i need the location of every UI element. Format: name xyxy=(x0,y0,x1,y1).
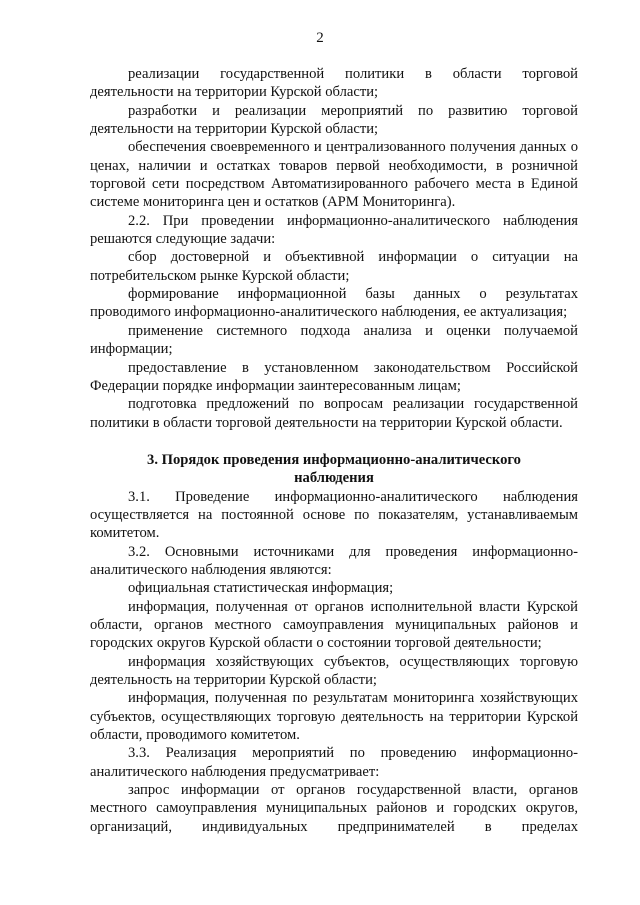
paragraph: информация, полученная по результатам мониторинга хозяйствующих субъектов, осуществляющих торговую деятельность на территории Курской области, проводимого комитетом. xyxy=(90,690,578,744)
paragraph: 2.2. При проведении информационно-аналитического наблюдения решаются следующие задачи: xyxy=(90,212,578,248)
section-heading: 3. Порядок проведения информационно-аналитического наблюдения xyxy=(147,451,521,487)
paragraph: информация, полученная от органов исполнительной власти Курской области, органов местного самоуправления муниципальных районов и городских округов Курской области о состоянии торговой деятельности; xyxy=(90,598,578,652)
document-body xyxy=(90,65,578,836)
paragraph: формирование информационной базы данных о результатах проводимого информационно-аналитического наблюдения, ее актуализация; xyxy=(90,286,578,321)
paragraph: сбор достоверной и объективной информации о ситуации на потребительском рынке Курской области; xyxy=(90,249,578,284)
paragraph: обеспечения своевременного и централизованного получения данных о ценах, наличии и остатках товаров первой необходимости, в розничной торговой сети посредством Автоматизированного рабочего места в Единой системе мониторинга цен и остатков (АРМ Мониторинга). xyxy=(90,139,578,211)
paragraph: реализации государственной политики в области торговой деятельности на территории Курской области; xyxy=(90,66,578,101)
paragraph: применение системного подхода анализа и оценки получаемой информации; xyxy=(90,322,578,358)
page-number: 2 xyxy=(316,30,324,46)
paragraph: 3.3. Реализация мероприятий по проведению информационно-аналитического наблюдения предусматривает: xyxy=(90,745,578,780)
paragraph: подготовка предложений по вопросам реализации государственной политики в области торговой деятельности на территории Курской области. xyxy=(90,396,578,431)
paragraph: официальная статистическая информация; xyxy=(128,580,394,597)
paragraph: 3.2. Основными источниками для проведения информационно-аналитического наблюдения являются: xyxy=(90,543,578,578)
paragraph: разработки и реализации мероприятий по развитию торговой деятельности на территории Курской области; xyxy=(90,102,578,138)
paragraph: предоставление в установленном законодательством Российской Федерации порядке информации заинтересованным лицам; xyxy=(90,359,578,394)
paragraph: запрос информации от органов государственной власти, органов местного самоуправления муниципальных районов и городских округов, организаций, индивидуальных предпринимателей в пределах xyxy=(90,782,578,835)
paragraph: информация хозяйствующих субъектов, осуществляющих торговую деятельность на территории Курской области; xyxy=(90,653,578,688)
paragraph: 3.1. Проведение информационно-аналитического наблюдения осуществляется на постоянной основе по показателям, устанавливаемым комитетом. xyxy=(90,488,578,542)
